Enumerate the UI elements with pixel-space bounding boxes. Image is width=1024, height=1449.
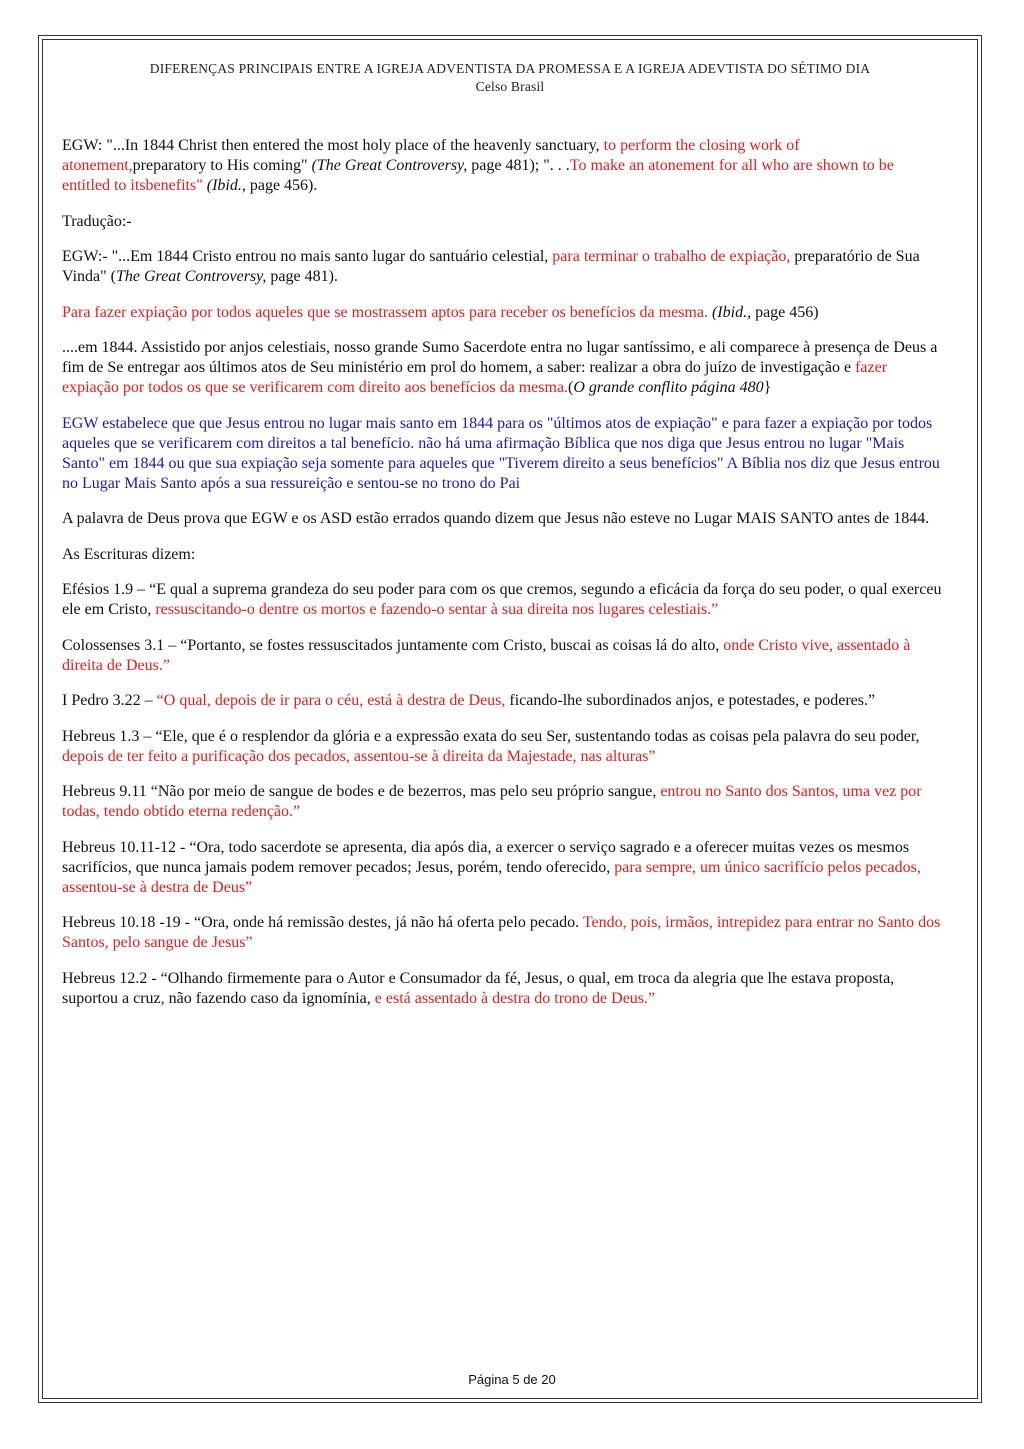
text-span: Efésios 1.9 – “E qual a suprema grandeza do seu poder para com os que cremos, segundo a eficácia da força do seu poder, o qual exerceu ele em Cristo,: [62, 581, 942, 618]
paragraph-pedro: [62, 691, 942, 711]
text-span: Hebreus 12.2 - “Olhando firmemente para o Autor e Consumador da fé, Jesus, o qual, em troca da alegria que lhe estava proposta, suportou a cruz, não fazendo caso da ignomínia,: [62, 969, 895, 1007]
citation-italic: (The Great Controversy,: [311, 157, 468, 174]
text-span: page 481); ". . .: [467, 157, 570, 174]
paragraph-colossenses: [62, 636, 942, 676]
paragraph-hebreus-10-11: [62, 838, 942, 898]
text-span: page 456): [751, 303, 819, 321]
text-span: Colossenses 3.1 – “Portanto, se fostes ressuscitados juntamente com Cristo, buscai as coisas lá do alto,: [62, 636, 724, 654]
highlight-red: para terminar o trabalho de expiação,: [552, 248, 791, 265]
paragraph-hebreus-1-3: [62, 727, 942, 767]
highlight-red: to perform the closing work of atonement,: [62, 137, 800, 174]
paragraph-egw-quote-portuguese: [62, 247, 942, 287]
highlight-red: e está assentado à destra do trono de Deus.”: [374, 989, 656, 1007]
citation-italic: (Ibid.,: [206, 177, 246, 194]
paragraph-palavra-de-deus: A palavra de Deus prova que EGW e os ASD estão errados quando dizem que Jesus não esteve no Lugar MAIS SANTO antes de 1844.: [62, 510, 930, 527]
paragraph-egw-analysis: EGW estabelece que que Jesus entrou no lugar mais santo em 1844 para os "últimos atos de expiação" e para fazer a expiação por todos aqueles que se verificarem com direitos a tal benefício. não há uma afirmação Bíblica que nos diga que Jesus entrou no lugar "Mais Santo" em 1844 ou que sua expiação seja somente para aqueles que "Tiverem direito a seus benefícios" A Bíblia nos diz que Jesus entrou no Lugar Mais Santo após a sua ressureição e sentou-se no trono do Pai: [62, 414, 940, 492]
paragraph-efesios: [62, 580, 942, 620]
citation-italic: (Ibid.,: [711, 303, 752, 321]
page-number: Página 5 de 20: [468, 1372, 556, 1387]
highlight-red: Para fazer expiação por todos aqueles que se mostrassem aptos para receber os benefícios da mesma.: [62, 303, 708, 321]
highlight-red: To make an atonement for all who are shown to be entitled to itsbenefits": [62, 157, 894, 194]
text-span: Hebreus 1.3 – “Ele, que é o resplendor da glória e a expressão exata do seu Ser, sustentando todas as coisas pela palavra do seu poder,: [62, 727, 920, 745]
paragraph-hebreus-10-18: [62, 913, 942, 953]
text-span: Hebreus 9.11 “Não por meio de sangue de bodes e de bezerros, mas pelo seu próprio sangue,: [62, 783, 661, 800]
document-header: [60, 60, 960, 96]
text-span: page 481).: [266, 268, 338, 285]
paragraph-hebreus-12-2: [62, 969, 942, 1009]
header-title: DIFERENÇAS PRINCIPAIS ENTRE A IGREJA ADVENTISTA DA PROMESSA E A IGREJA ADEVTISTA DO SÉTIMO DIA: [149, 61, 871, 76]
highlight-red: ressuscitando-o dentre os mortos e fazendo-o sentar à sua direita nos lugares celestiais.”: [155, 601, 719, 618]
text-span: ....em 1844. Assistido por anjos celestiais, nosso grande Sumo Sacerdote entra no lugar santíssimo, e ali comparece à presença de Deus a fim de Se entregar aos últimos atos de Seu ministério em prol do homem, a saber: realizar a obra do juízo de investigação e: [62, 339, 938, 376]
paragraph-hebreus-9-11: [62, 782, 942, 822]
text-span: I Pedro 3.22 –: [62, 692, 157, 709]
highlight-red: para sempre, um único sacrifício pelos pecados, assentou-se à destra de Deus”: [62, 858, 921, 896]
text-span: EGW: "...In 1844 Christ then entered the most holy place of the heavenly sanctuary,: [62, 137, 604, 154]
text-span: }: [763, 379, 772, 396]
header-author: Celso Brasil: [475, 79, 545, 94]
highlight-red: onde Cristo vive, assentado à direita de Deus.”: [62, 636, 911, 674]
paragraph-escrituras-label: As Escrituras dizem:: [62, 545, 196, 563]
text-span: preparatory to His coming": [132, 157, 312, 174]
document-body: [62, 136, 942, 1024]
text-span: (: [568, 379, 574, 396]
text-span: page 456).: [245, 177, 318, 194]
citation-italic: O grande conflito página 480: [573, 379, 764, 396]
highlight-red: depois de ter feito a purificação dos pecados, assentou-se à direita da Majestade, nas alturas”: [62, 747, 656, 765]
highlight-red: entrou no Santo dos Santos, uma vez por todas, tendo obtido eterna redenção.”: [62, 783, 922, 820]
text-span: ficando-lhe subordinados anjos, e potestades, e poderes.”: [505, 692, 876, 709]
text-span: Hebreus 10.18 -19 - “Ora, onde há remissão destes, já não há oferta pelo pecado.: [62, 914, 583, 931]
citation-italic: The Great Controversy,: [116, 268, 267, 285]
highlight-red: Tendo, pois, irmãos, intrepidez para entrar no Santo dos Santos, pelo sangue de Jesus”: [62, 914, 941, 951]
paragraph-expiacao: [62, 303, 942, 323]
paragraph-egw-quote-english: [62, 136, 942, 196]
text-span: Hebreus 10.11-12 - “Ora, todo sacerdote se apresenta, dia após dia, a exercer o serviço sagrado e a oferecer muitas vezes os mesmos sacrifícios, que nunca jamais podem remover pecados; Jesus, porém, tendo oferecido,: [62, 838, 910, 876]
paragraph-grande-conflito: [62, 338, 942, 398]
text-span: preparatório de Sua Vinda" (: [62, 248, 920, 285]
highlight-red: “O qual, depois de ir para o céu, está à destra de Deus,: [156, 692, 506, 709]
paragraph-traducao-label: Tradução:-: [62, 212, 132, 230]
text-span: EGW:- "...Em 1844 Cristo entrou no mais santo lugar do santuário celestial,: [62, 248, 553, 265]
highlight-red: fazer expiação por todos os que se verificarem com direito aos benefícios da mesma.: [62, 359, 888, 396]
